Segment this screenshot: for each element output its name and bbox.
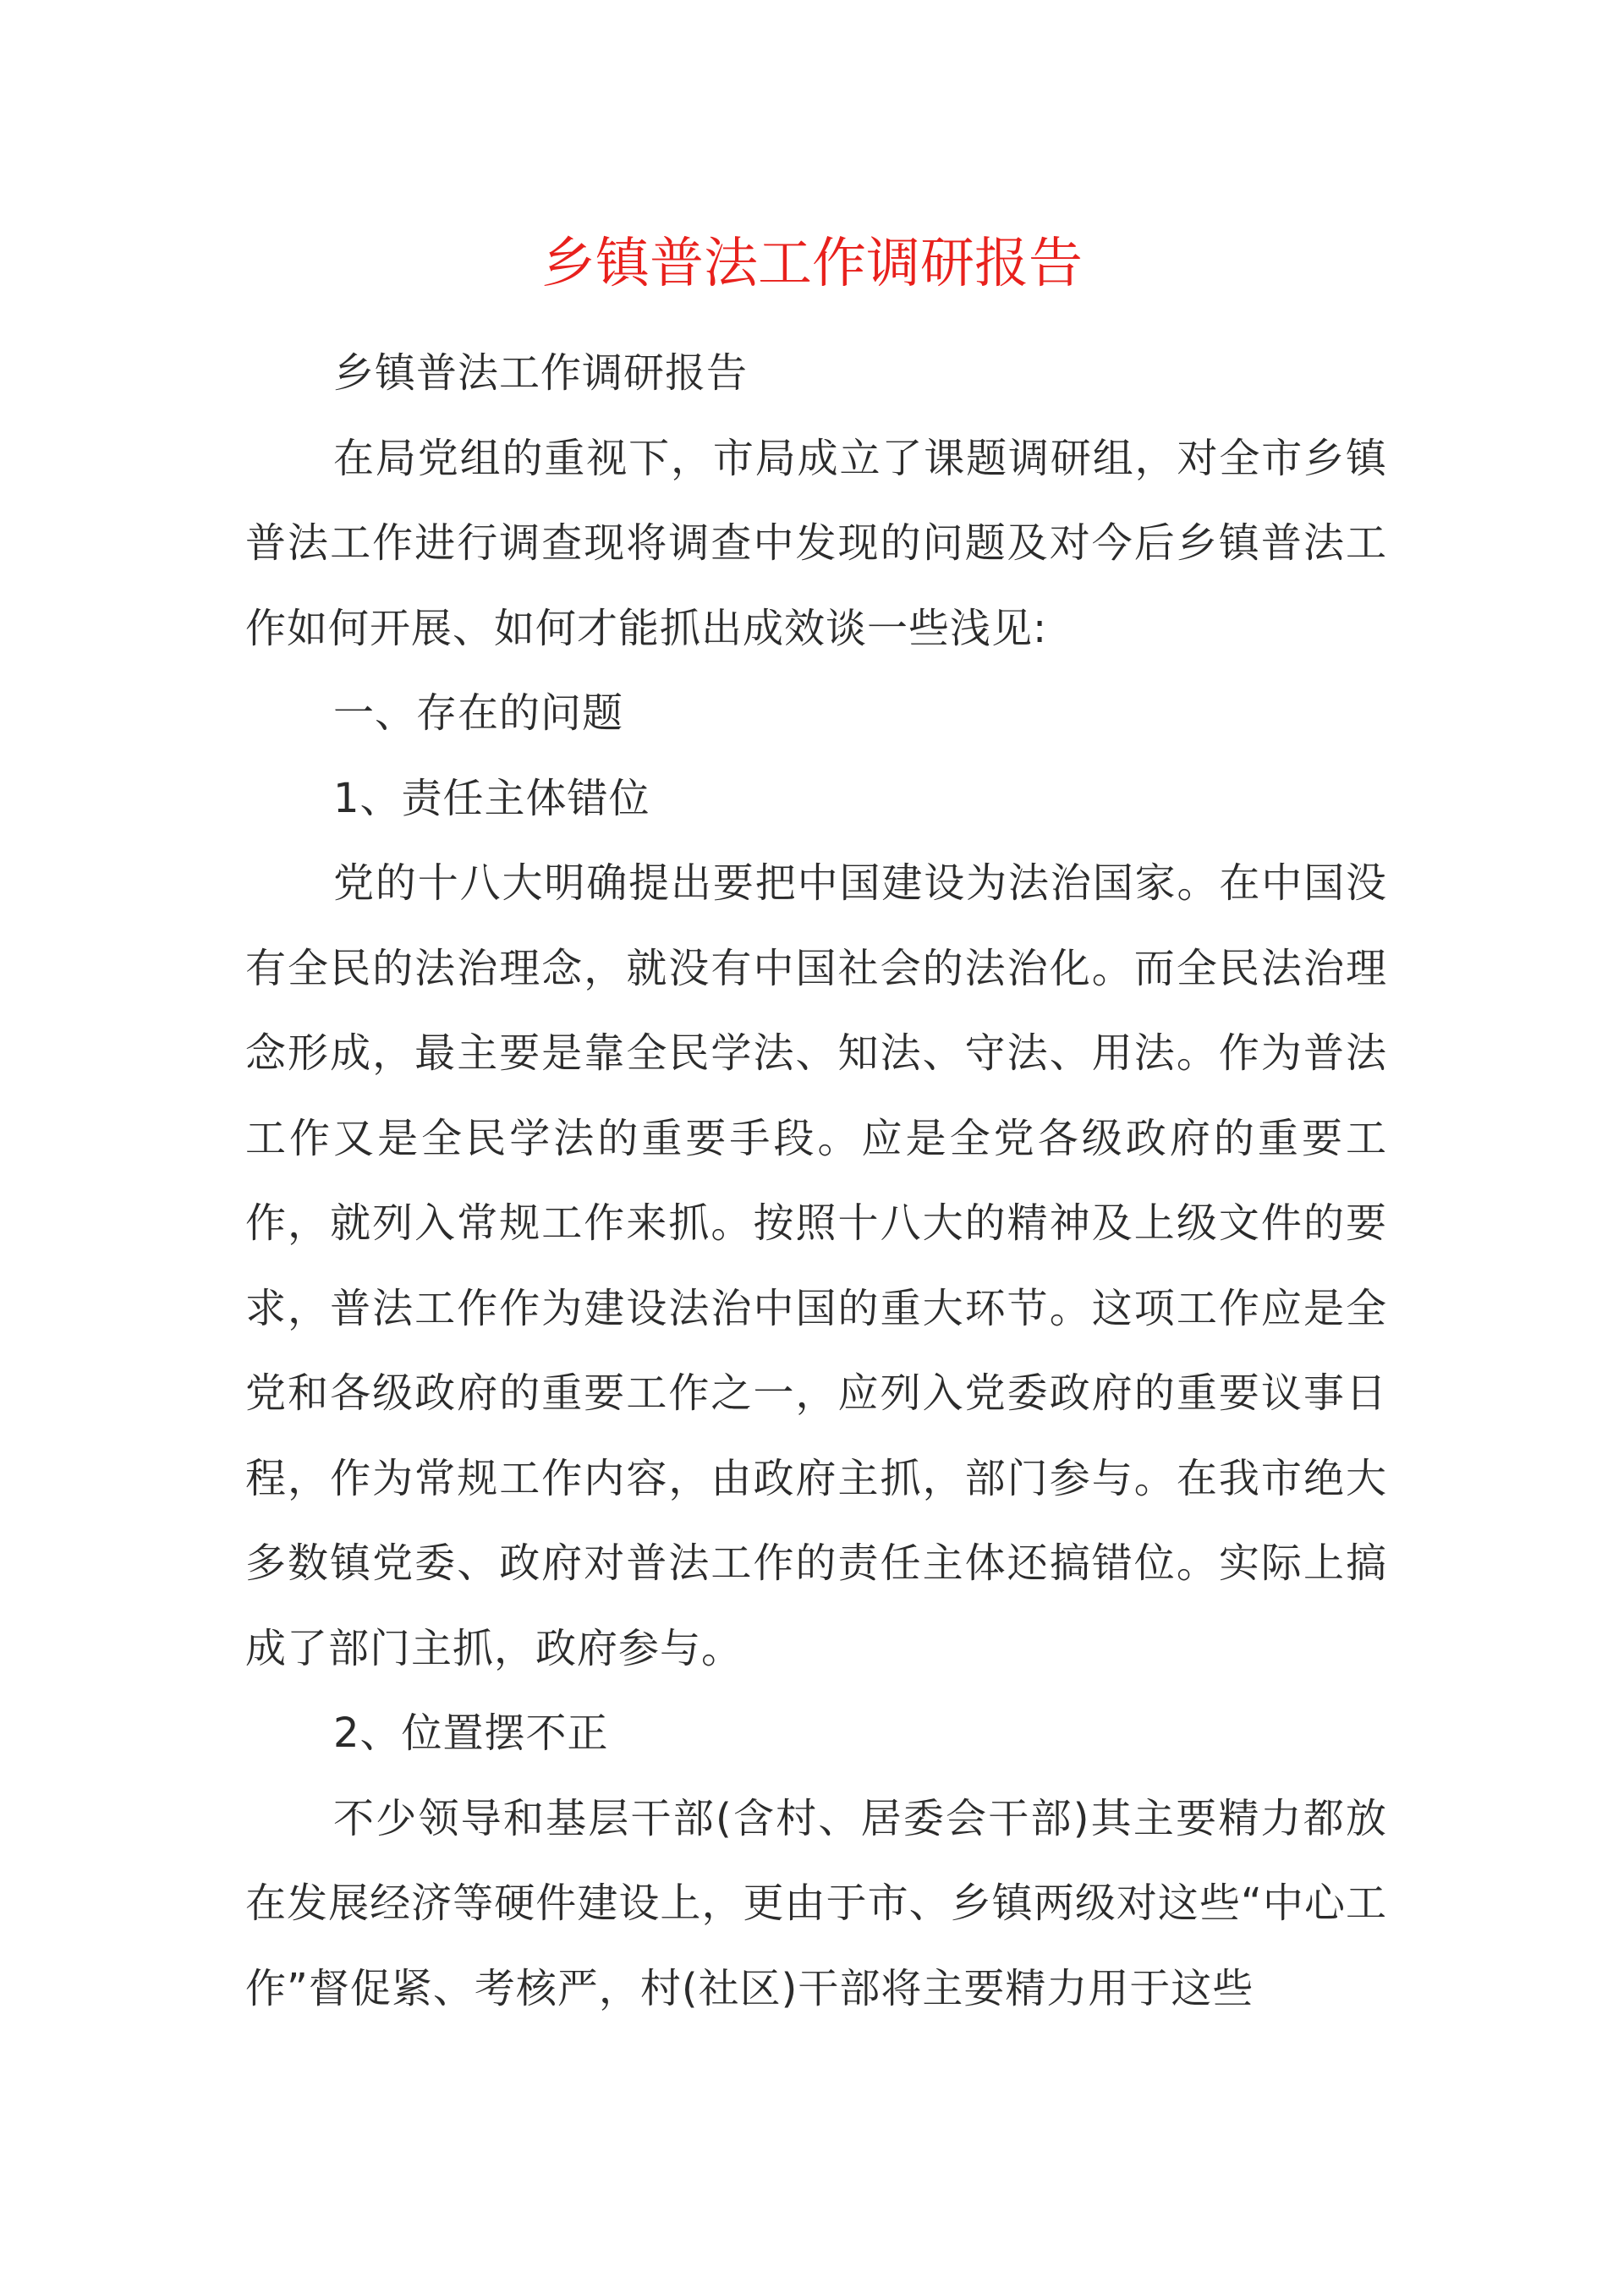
paragraph-subtitle: 乡镇普法工作调研报告 — [333, 349, 749, 397]
paragraph-position: 不少领导和基层干部(含村、居委会干部)其主要精力都放在发展经济等硬件建设上，更由于市、乡镇两级对这些“中心工作”督促紧、考核严，村(社区)干部将主要精力用于这些 — [245, 1794, 1387, 2012]
paragraph-intro: 在局党组的重视下，市局成立了课题调研组，对全市乡镇普法工作进行调查现将调查中发现的问题及对今后乡镇普法工作如何开展、如何才能抓出成效谈一些浅见: — [245, 434, 1387, 652]
subheading-responsibility: 1、责任主体错位 — [333, 774, 650, 822]
section-heading-problems: 一、存在的问题 — [333, 689, 624, 737]
document-body — [245, 331, 1387, 2031]
paragraph-responsibility: 党的十八大明确提出要把中国建设为法治国家。在中国没有全民的法治理念，就没有中国社会的法治化。而全民法治理念形成，最主要是靠全民学法、知法、守法、用法。作为普法工作又是全民学法的重要手段。应是全党各级政府的重要工作，就列入常规工作来抓。按照十八大的精神及上级文件的要求，普法工作作为建设法治中国的重大环节。这项工作应是全党和各级政府的重要工作之一，应列入党委政府的重要议事日程，作为常规工作内容，由政府主抓，部门参与。在我市绝大多数镇党委、政府对普法工作的责任主体还搞错位。实际上搞成了部门主抓，政府参与。 — [245, 859, 1387, 1672]
subheading-position: 2、位置摆不正 — [333, 1710, 609, 1757]
document-title: 乡镇普法工作调研报告 — [541, 233, 1083, 295]
